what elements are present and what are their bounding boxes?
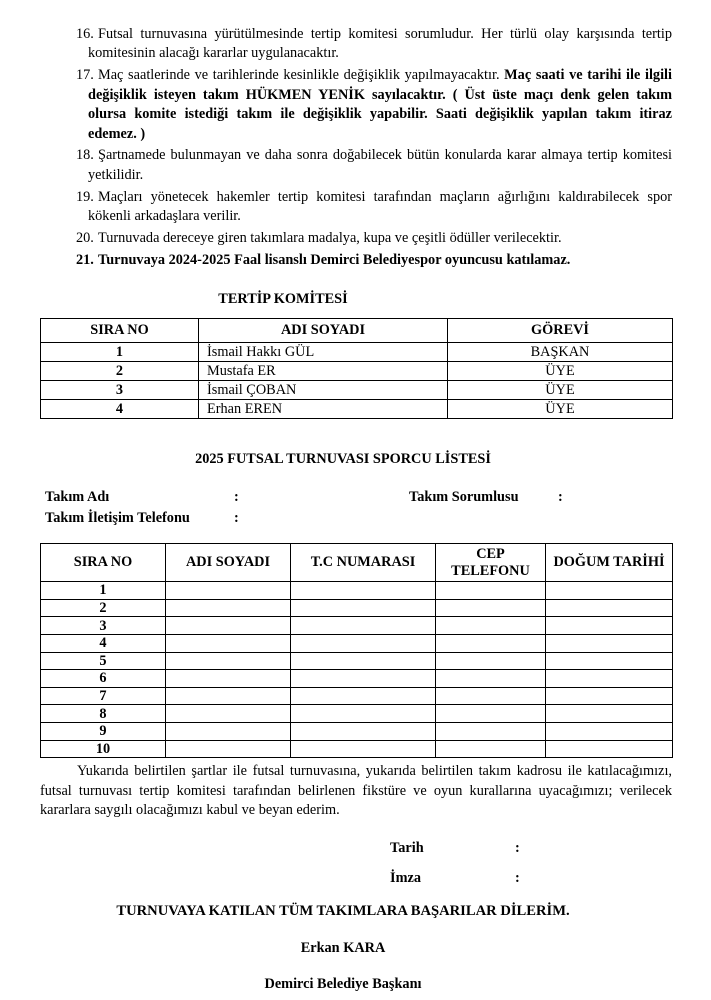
rule-text-bold: Turnuvaya 2024-2025 Faal lisanslı Demirci Belediyespor oyuncusu katılamaz. (98, 251, 571, 268)
roster-row-number: 4 (41, 634, 166, 652)
roster-header-tc-numarasi: T.C NUMARASI (291, 544, 436, 582)
roster-empty-cell (291, 617, 436, 635)
committee-row (41, 399, 673, 418)
roster-empty-cell (436, 705, 546, 723)
roster-empty-cell (291, 634, 436, 652)
roster-row-number: 9 (41, 722, 166, 740)
roster-header-dogum-tarihi: DOĞUM TARİHİ (546, 544, 673, 582)
roster-empty-cell (166, 599, 291, 617)
roster-empty-cell (546, 652, 673, 670)
team-phone-label: Takım İletişim Telefonu (45, 510, 190, 527)
roster-empty-cell (436, 670, 546, 688)
roster-empty-cell (436, 652, 546, 670)
rule-text-normal: Maç saatlerinde ve tarihlerinde kesinlikle değişiklik yapılmayacaktır. (98, 67, 505, 84)
roster-empty-cell (166, 652, 291, 670)
team-fields (40, 488, 672, 530)
roster-empty-cell (546, 599, 673, 617)
rule-text (88, 66, 672, 144)
rule-text (88, 229, 672, 248)
roster-row-number: 1 (41, 582, 166, 600)
team-phone-row (40, 509, 672, 530)
rule-number: 20. (76, 230, 94, 247)
roster-empty-cell (291, 740, 436, 758)
roster-row (41, 582, 673, 600)
committee-row (41, 380, 673, 399)
rule-item-16 (40, 25, 672, 64)
roster-empty-cell (291, 687, 436, 705)
rule-text (88, 188, 672, 227)
rule-number: 21. (76, 251, 94, 268)
rule-text-bold: Maç saati ve tarihi ile ilgili değişiklik isteyen takım HÜKMEN YENİK sayılacaktır. ( Üst üste maçı denk gelen takım olursa komite istediği takım ile değişiklik yapabilir. Saati değişiklik yapılan takım itiraz edemez. ) (88, 67, 672, 142)
rule-text (88, 146, 672, 185)
committee-row-role: BAŞKAN (448, 342, 673, 361)
roster-title: 2025 FUTSAL TURNUVASI SPORCU LİSTESİ (195, 450, 491, 467)
committee-header-gorevi: GÖREVİ (448, 318, 673, 342)
rule-text (88, 251, 672, 270)
committee-row-no: 4 (41, 399, 199, 418)
committee-header-sira-no: SIRA NO (41, 318, 199, 342)
team-name-row (40, 488, 672, 509)
mayor-name: Erkan KARA (300, 939, 386, 956)
rule-number: 16. (76, 26, 94, 42)
committee-row-name: İsmail ÇOBAN (199, 380, 448, 399)
roster-header-sira-no: SIRA NO (41, 544, 166, 582)
roster-empty-cell (166, 617, 291, 635)
roster-row-number: 2 (41, 599, 166, 617)
roster-row-number: 6 (41, 670, 166, 688)
roster-empty-cell (166, 740, 291, 758)
roster-row-number: 5 (41, 652, 166, 670)
committee-table (40, 318, 673, 419)
roster-empty-cell (436, 599, 546, 617)
roster-header-row (41, 544, 673, 582)
roster-empty-cell (291, 722, 436, 740)
roster-row-number: 7 (41, 687, 166, 705)
rule-number: 18. (76, 147, 94, 164)
mayor-title: Demirci Belediye Başkanı (264, 976, 422, 993)
roster-empty-cell (436, 740, 546, 758)
roster-empty-cell (546, 634, 673, 652)
roster-empty-cell (546, 740, 673, 758)
roster-empty-cell (291, 582, 436, 600)
committee-row (41, 342, 673, 361)
date-row (40, 839, 672, 859)
rule-text-normal: Maçları yönetecek hakemler tertip komitesi tarafından maçların ağırlığını kaldırabilecek spor kökenli arkadaşlara verilir. (88, 188, 672, 225)
rule-item-18 (40, 146, 672, 185)
signature-label: İmza (390, 870, 421, 887)
team-manager-colon: : (558, 489, 563, 506)
committee-row-no: 3 (41, 380, 199, 399)
team-manager-label: Takım Sorumlusu (409, 489, 519, 506)
committee-title: TERTİP KOMİTESİ (218, 291, 348, 308)
roster-empty-cell (546, 670, 673, 688)
roster-row (41, 599, 673, 617)
declaration-paragraph: Yukarıda belirtilen şartlar ile futsal turnuvasına, yukarıda belirtilen takım kadrosu ile katılacağımızı, futsal turnuvası tertip komitesi tarafından belirlenen fikstüre ve oyun kurallarına uyacağımızı; verilecek kararlara saygılı olacağımızı kabul ve beyan ederim. (40, 763, 672, 818)
roster-empty-cell (166, 634, 291, 652)
roster-table-body (41, 582, 673, 758)
rule-text-normal: Şartnamede bulunmayan ve daha sonra doğabilecek bütün konularda karar almaya tertip komitesi yetkilidir. (88, 147, 672, 183)
signature-row (40, 869, 672, 889)
tournament-rules-list (40, 25, 672, 270)
rule-text-normal: Futsal turnuvasına yürütülmesinde tertip komitesi sorumludur. Her türlü olay karşısında tertip komitesinin alacağı kararlar uygulanacaktır. (88, 26, 672, 62)
roster-empty-cell (291, 670, 436, 688)
date-label: Tarih (390, 840, 424, 857)
roster-row-number: 8 (41, 705, 166, 723)
roster-empty-cell (291, 599, 436, 617)
roster-empty-cell (546, 705, 673, 723)
roster-empty-cell (546, 687, 673, 705)
committee-row-no: 1 (41, 342, 199, 361)
roster-empty-cell (546, 617, 673, 635)
committee-header-adi-soyadi: ADI SOYADI (199, 318, 448, 342)
committee-row (41, 361, 673, 380)
committee-row-name: İsmail Hakkı GÜL (199, 342, 448, 361)
committee-row-role: ÜYE (448, 399, 673, 418)
roster-header-cep-telefonu: CEP TELEFONU (436, 544, 546, 582)
roster-row (41, 722, 673, 740)
roster-row-number: 3 (41, 617, 166, 635)
committee-row-no: 2 (41, 361, 199, 380)
roster-empty-cell (546, 722, 673, 740)
date-colon: : (515, 840, 520, 857)
rule-text-normal: Turnuvada dereceye giren takımlara madalya, kupa ve çeşitli ödüller verilecektir. (98, 230, 562, 247)
committee-row-role: ÜYE (448, 380, 673, 399)
roster-empty-cell (546, 582, 673, 600)
rule-item-17 (40, 66, 672, 144)
rule-number: 19. (76, 188, 94, 205)
roster-empty-cell (166, 722, 291, 740)
rule-item-21 (40, 251, 672, 270)
roster-empty-cell (436, 634, 546, 652)
roster-row (41, 652, 673, 670)
roster-empty-cell (166, 670, 291, 688)
roster-empty-cell (436, 722, 546, 740)
roster-table (40, 543, 673, 758)
rule-number: 17. (76, 67, 94, 84)
roster-empty-cell (291, 652, 436, 670)
roster-empty-cell (166, 687, 291, 705)
committee-header-row (41, 318, 673, 342)
team-name-colon: : (234, 489, 239, 506)
roster-row (41, 687, 673, 705)
committee-row-name: Mustafa ER (199, 361, 448, 380)
roster-empty-cell (436, 582, 546, 600)
roster-row (41, 705, 673, 723)
roster-row (41, 740, 673, 758)
committee-row-role: ÜYE (448, 361, 673, 380)
roster-empty-cell (436, 617, 546, 635)
team-phone-colon: : (234, 510, 239, 527)
team-name-label: Takım Adı (45, 489, 110, 506)
rule-item-20 (40, 229, 672, 248)
signature-colon: : (515, 870, 520, 887)
roster-empty-cell (436, 687, 546, 705)
rule-item-19 (40, 188, 672, 227)
rule-text (88, 25, 672, 64)
roster-row (41, 634, 673, 652)
roster-empty-cell (166, 705, 291, 723)
closing-wish: TURNUVAYA KATILAN TÜM TAKIMLARA BAŞARILAR DİLERİM. (116, 903, 570, 920)
roster-row (41, 617, 673, 635)
roster-row (41, 670, 673, 688)
roster-empty-cell (291, 705, 436, 723)
committee-row-name: Erhan EREN (199, 399, 448, 418)
roster-row-number: 10 (41, 740, 166, 758)
roster-header-adi-soyadi: ADI SOYADI (166, 544, 291, 582)
roster-empty-cell (166, 582, 291, 600)
